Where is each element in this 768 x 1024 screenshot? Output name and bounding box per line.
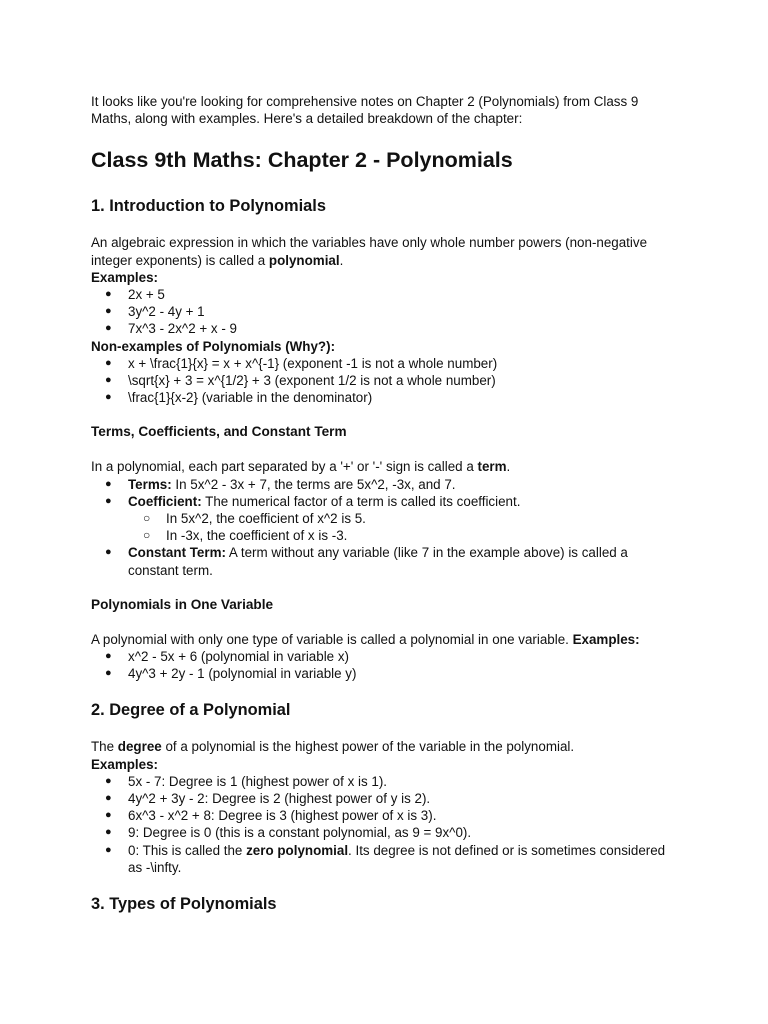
list-item: ● x^2 - 5x + 6 (polynomial in variable x)	[105, 649, 349, 665]
subheading-one-variable: Polynomials in One Variable	[91, 596, 274, 612]
section-introduction-body	[91, 234, 681, 406]
list-item: ● 7x^3 - 2x^2 + x - 9	[105, 321, 237, 337]
bullet-icon: ●	[105, 391, 112, 404]
intro-paragraph: It looks like you're looking for comprehensive notes on Chapter 2 (Polynomials) from Class 9 Maths, along with examples. Here's a detailed breakdown of the chapter:	[91, 94, 639, 127]
one-variable-examples-list	[91, 648, 681, 682]
examples-list	[91, 286, 681, 338]
section-heading-types: 3. Types of Polynomials	[91, 895, 277, 914]
examples-label: Examples:	[91, 756, 158, 772]
list-item: ● 2x + 5	[105, 287, 165, 303]
list-item: ○ In 5x^2, the coefficient of x^2 is 5.	[143, 511, 366, 527]
bullet-icon: ●	[105, 546, 112, 559]
one-variable-body	[91, 631, 681, 683]
list-item: ● \frac{1}{x-2} (variable in the denominator)	[105, 390, 373, 406]
terms-body	[91, 458, 681, 578]
bullet-icon: ●	[105, 843, 112, 856]
list-item: ● 4y^2 + 3y - 2: Degree is 2 (highest power of y is 2).	[105, 791, 431, 807]
section-heading-degree: 2. Degree of a Polynomial	[91, 701, 291, 720]
bullet-icon: ●	[105, 809, 112, 822]
list-item: ● x + \frac{1}{x} = x + x^{-1} (exponent -1 is not a whole number)	[105, 355, 498, 371]
list-item: ● Coefficient: The numerical factor of a term is called its coefficient.	[105, 493, 521, 509]
section-heading-introduction: 1. Introduction to Polynomials	[91, 197, 326, 216]
bullet-icon: ●	[105, 356, 112, 369]
list-item: ● Terms: In 5x^2 - 3x + 7, the terms are 5x^2, -3x, and 7.	[105, 476, 456, 492]
zero-polynomial-keyword: zero polynomial	[246, 842, 349, 858]
bullet-icon: ●	[105, 374, 112, 387]
examples-label: Examples:	[91, 269, 158, 285]
bullet-icon: ●	[105, 494, 112, 507]
list-item: ● 4y^3 + 2y - 1 (polynomial in variable y)	[105, 666, 357, 682]
hollow-bullet-icon: ○	[143, 528, 151, 543]
hollow-bullet-icon: ○	[143, 511, 151, 526]
bullet-icon: ●	[105, 288, 112, 301]
one-variable-definition: A polynomial with only one type of variable is called a polynomial in one variable. Examples:	[91, 631, 640, 647]
polynomial-definition: An algebraic expression in which the variables have only whole number powers (non-negative integer exponents) is called a polynomial.	[91, 235, 648, 268]
bullet-icon: ●	[105, 774, 112, 787]
subheading-terms: Terms, Coefficients, and Constant Term	[91, 424, 347, 440]
bullet-icon: ●	[105, 322, 112, 335]
degree-definition: The degree of a polynomial is the highest power of the variable in the polynomial.	[91, 739, 575, 755]
list-item: ● \sqrt{x} + 3 = x^{1/2} + 3 (exponent 1/2 is not a whole number)	[105, 373, 496, 389]
polynomial-keyword: polynomial	[268, 252, 340, 268]
list-item: ● 3y^2 - 4y + 1	[105, 304, 205, 320]
constant-term-list	[91, 544, 681, 578]
degree-keyword: degree	[117, 739, 162, 755]
list-item: ● Constant Term: A term without any variable (like 7 in the example above) is called a constant term.	[105, 545, 628, 578]
bullet-icon: ●	[105, 792, 112, 805]
bullet-icon: ●	[105, 477, 112, 490]
nonexamples-label: Non-examples of Polynomials (Why?):	[91, 338, 336, 354]
term-keyword: term	[477, 459, 507, 475]
bullet-icon: ●	[105, 305, 112, 318]
bullet-icon: ●	[105, 826, 112, 839]
terms-list	[91, 476, 681, 510]
list-item: ● 5x - 7: Degree is 1 (highest power of x is 1).	[105, 773, 387, 789]
section-degree-body	[91, 738, 681, 876]
document-page	[91, 93, 681, 932]
list-item: ● 0: This is called the zero polynomial. Its degree is not defined or is sometimes considered as -\infty.	[105, 842, 666, 875]
term-definition: In a polynomial, each part separated by a '+' or '-' sign is called a term.	[91, 459, 511, 475]
nonexamples-list	[91, 355, 681, 407]
list-item: ● 6x^3 - x^2 + 8: Degree is 3 (highest power of x is 3).	[105, 808, 437, 824]
page-title: Class 9th Maths: Chapter 2 - Polynomials	[91, 148, 513, 173]
list-item: ● 9: Degree is 0 (this is a constant polynomial, as 9 = 9x^0).	[105, 825, 472, 841]
bullet-icon: ●	[105, 650, 112, 663]
list-item: ○ In -3x, the coefficient of x is -3.	[143, 528, 348, 544]
coefficient-sublist	[91, 510, 681, 544]
degree-examples-list	[91, 773, 681, 876]
bullet-icon: ●	[105, 667, 112, 680]
